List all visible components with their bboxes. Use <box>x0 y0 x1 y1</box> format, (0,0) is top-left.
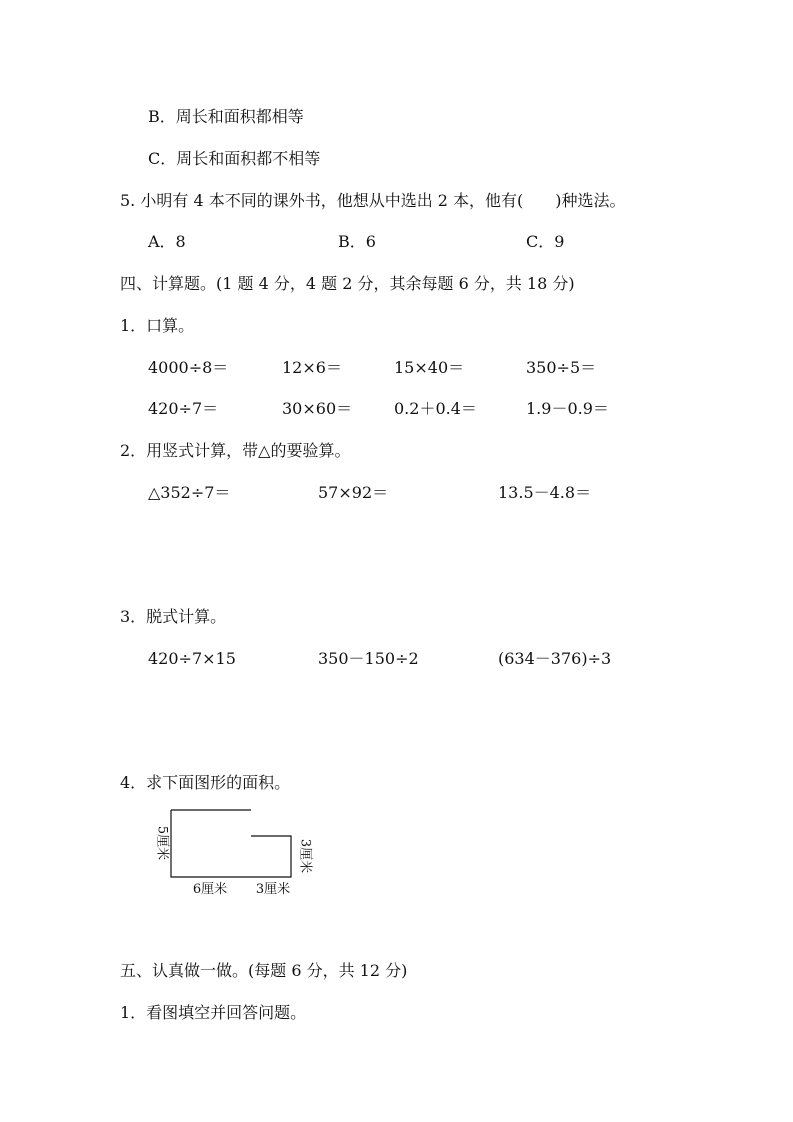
step-calc-item: 350－150÷2 <box>318 649 419 668</box>
q5-option-a: A．8 <box>148 232 186 251</box>
section-4-title: 四、计算题。(1 题 4 分，4 题 2 分，其余每题 6 分，共 18 分) <box>120 274 575 293</box>
q5-option-c: C．9 <box>526 232 565 251</box>
oral-calc-item: 350÷5＝ <box>526 358 597 377</box>
oral-calc-item: 1.9－0.9＝ <box>526 399 609 418</box>
figure-label-bottom-left: 6厘米 <box>192 882 228 897</box>
question-5: 5. 小明有 4 本不同的课外书，他想从中选出 2 本，他有( )种选法。 <box>120 191 626 210</box>
q4-option-c: C．周长和面积都不相等 <box>148 149 321 168</box>
part-2-title: 2．用竖式计算，带△的要验算。 <box>120 441 351 460</box>
figure-outline <box>171 810 291 877</box>
oral-calc-item: 15×40＝ <box>394 358 465 377</box>
oral-calc-item: 4000÷8＝ <box>148 358 229 377</box>
part-3-title: 3．脱式计算。 <box>120 607 227 626</box>
q4-option-b: B．周长和面积都相等 <box>148 107 304 126</box>
vertical-calc-item: 13.5－4.8＝ <box>498 483 592 502</box>
vertical-calc-item: △352÷7＝ <box>148 483 231 502</box>
section-5-title: 五、认真做一做。(每题 6 分，共 12 分) <box>120 961 408 980</box>
oral-calc-item: 12×6＝ <box>282 358 342 377</box>
q5-option-b: B．6 <box>338 232 376 251</box>
oral-calc-item: 420÷7＝ <box>148 399 219 418</box>
vertical-calc-item: 57×92＝ <box>318 483 389 502</box>
oral-calc-item: 30×60＝ <box>282 399 353 418</box>
section-5-part-1-title: 1．看图填空并回答问题。 <box>120 1003 307 1022</box>
oral-calc-item: 0.2＋0.4＝ <box>394 399 477 418</box>
figure-label-left: 5厘米 <box>154 825 170 861</box>
part-1-title: 1．口算。 <box>120 316 195 335</box>
part-4-title: 4．求下面图形的面积。 <box>120 773 291 792</box>
figure-label-bottom-right: 3厘米 <box>255 882 291 897</box>
step-calc-item: (634－376)÷3 <box>498 649 612 668</box>
area-figure <box>140 806 330 901</box>
figure-label-right: 3厘米 <box>297 838 313 874</box>
step-calc-item: 420÷7×15 <box>148 649 236 668</box>
